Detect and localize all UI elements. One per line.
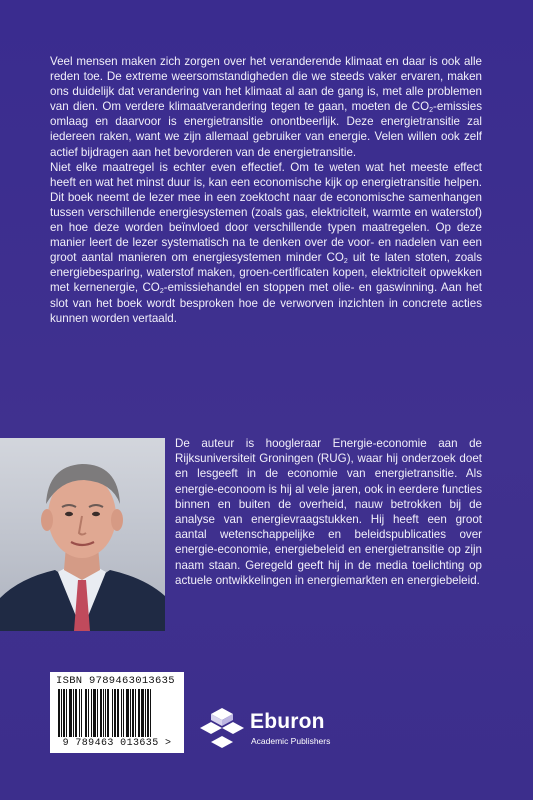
- barcode-bar: [107, 689, 109, 737]
- author-bio: De auteur is hoogleraar Energie-economie aan de Rijksuniversiteit Groningen (RUG), waar hij onderzoek doet en lesgeeft in de economie van energietransitie. Als energie-econoom is hij al vele jaren, ook in eerdere functies binnen en buiten de overheid, nauw betrokken bij de analyse van energievraagstukken. Hij heeft een groot aantal wetenschappelijke en beleidspublicaties over energie-economie, energiebeleid en energietransitie op zijn naam staan. Geregeld geeft hij in de media toelichting op actuele ontwikkelingen in energiemarkten en energiebeleid.: [175, 437, 482, 587]
- barcode-bar: [138, 689, 140, 737]
- barcode-bar: [91, 689, 92, 737]
- barcode-bar: [114, 689, 116, 737]
- barcode-bar: [130, 689, 131, 737]
- isbn-barcode: [50, 672, 184, 753]
- barcode-bar: [97, 689, 98, 737]
- isbn-label: ISBN 9789463013635: [56, 675, 175, 687]
- author-photo: [0, 438, 165, 631]
- barcode-bar: [126, 689, 129, 737]
- blurb-paragraph-2: Niet elke maatregel is echter even effectief. Om te weten wat het meeste effect heeft en wat het minst duur is, kan een economische kijk op energietransitie helpen. Dit boek neemt de lezer mee in een zoektocht naar de economische samenhangen tussen verschillende energiesystemen (zoals gas, elektriciteit, warmte en waterstof) en hoe deze worden beïnvloed door verschillende typen maatregelen. Op deze manier leert de lezer systematisch na te denken over de voor- en nadelen van een groot aantal manieren om energiesystemen minder $CO_2$ uit te laten stoten, zoals energiebesparing, waterstof maken, groen-certificaten kopen, elektriciteit opwekken met kernenergie, $CO_2$-emissiehandel en stoppen met olie- en gaswinning. Aan het slot van het boek wordt besproken hoe de verworven inzichten in concrete acties kunnen worden vertaald.: [50, 160, 483, 325]
- barcode-bars: [56, 689, 178, 739]
- barcode-bar: [88, 689, 89, 737]
- barcode-bar: [112, 689, 113, 737]
- barcode-bar: [75, 689, 77, 737]
- barcode-bar: [123, 689, 124, 737]
- barcode-bar: [93, 689, 96, 737]
- barcode-bar: [79, 689, 80, 737]
- barcode-bar: [58, 689, 60, 737]
- barcode-bar: [63, 689, 65, 737]
- barcode-bar: [61, 689, 62, 737]
- barcode-bar: [105, 689, 106, 737]
- barcode-bar: [145, 689, 146, 737]
- barcode-bar: [150, 689, 151, 737]
- barcode-bar: [141, 689, 144, 737]
- barcode-bar: [147, 689, 149, 737]
- publisher-name: Eburon: [250, 710, 325, 733]
- publisher-subtitle: Academic Publishers: [251, 736, 331, 746]
- barcode-bar: [103, 689, 104, 737]
- barcode-bar: [85, 689, 87, 737]
- barcode-bar: [117, 689, 119, 737]
- barcode-bar: [66, 689, 67, 737]
- barcode-bar: [100, 689, 102, 737]
- author-portrait-illustration: [0, 438, 165, 631]
- isbn-digits: 9 789463 013635 >: [62, 738, 172, 749]
- barcode-bar: [132, 689, 134, 737]
- barcode-bar: [73, 689, 74, 737]
- barcode-bar: [135, 689, 136, 737]
- publisher-logo: [199, 706, 349, 756]
- eburon-cube-icon: [199, 706, 245, 752]
- barcode-bar: [69, 689, 72, 737]
- blurb-paragraph-1: Veel mensen maken zich zorgen over het veranderende klimaat en daar is ook alle reden toe. De extreme weersomstandigheden die we steeds vaker ervaren, maken ons duidelijk dat verandering van het klimaat al aan de gang is, met alle problemen van dien. Om verdere klimaatverandering tegen te gaan, moeten de $CO_2$-emissies omlaag en daarvoor is energietransitie onontbeerlijk. Deze energietransitie zal iedereen raken, want we zijn allemaal gebruiker van energie. Velen willen ook zelf actief bijdragen aan het bevorderen van de energietransitie.: [50, 55, 482, 159]
- blurb-text: [50, 54, 482, 326]
- barcode-bar: [121, 689, 122, 737]
- barcode-bar: [81, 689, 82, 737]
